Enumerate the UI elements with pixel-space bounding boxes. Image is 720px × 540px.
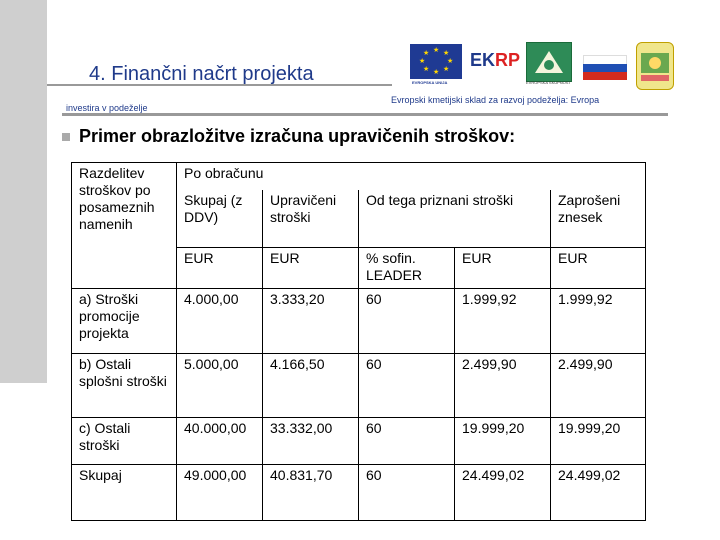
- col-header-eligible: Upravičeni stroški: [263, 190, 359, 248]
- row-label: a) Stroški promocije projekta: [72, 289, 177, 354]
- table-cell: 19.999,20: [551, 418, 646, 465]
- unit-cell: EUR: [177, 248, 263, 289]
- ekrp-logo: [470, 50, 520, 71]
- leader-logo-caption: EVROPSKA SKUPNOST: [526, 80, 571, 85]
- slovenia-flag-logo: [583, 55, 627, 79]
- table-cell: 24.499,02: [455, 465, 551, 521]
- group-header: Po obračunu: [177, 163, 646, 190]
- table-cell: 5.000,00: [177, 354, 263, 418]
- table-row: [72, 354, 646, 418]
- table-cell: 60: [359, 418, 455, 465]
- unit-cell: EUR: [263, 248, 359, 289]
- eu-logo-caption: EVROPSKA UNIJA: [412, 80, 448, 85]
- table-cell: 60: [359, 465, 455, 521]
- side-decoration-bar: [0, 0, 47, 383]
- table-cell: 1.999,92: [455, 289, 551, 354]
- table-row: [72, 418, 646, 465]
- col-header-distribution: Razdelitev stroškov po posameznih namenih: [72, 163, 177, 289]
- ekrp-logo-text-a: EK: [470, 50, 496, 70]
- row-label: c) Ostali stroški: [72, 418, 177, 465]
- header-rule: [62, 113, 668, 116]
- table-cell: 33.332,00: [263, 418, 359, 465]
- table-cell: 40.831,70: [263, 465, 359, 521]
- table-cell: 40.000,00: [177, 418, 263, 465]
- col-header-requested: Zaprošeni znesek: [551, 190, 646, 248]
- table-cell: 60: [359, 354, 455, 418]
- table-cell: 4.000,00: [177, 289, 263, 354]
- table-cell: 60: [359, 289, 455, 354]
- section-subtitle: Primer obrazložitve izračuna upravičenih stroškov:: [79, 126, 516, 146]
- las-badge-logo: [636, 42, 674, 90]
- fund-tagline: Evropski kmetijski sklad za razvoj podeželja: Evropa: [391, 95, 600, 105]
- unit-cell: % sofin. LEADER: [359, 248, 455, 289]
- table-cell: 2.499,90: [551, 354, 646, 418]
- table-cell: 4.166,50: [263, 354, 359, 418]
- row-label: b) Ostali splošni stroški: [72, 354, 177, 418]
- table-cell: 1.999,92: [551, 289, 646, 354]
- cost-table: [71, 162, 646, 521]
- table-cell: 2.499,90: [455, 354, 551, 418]
- fund-tagline-continuation: investira v podeželje: [66, 103, 148, 113]
- col-header-recognized: Od tega priznani stroški: [359, 190, 551, 248]
- table-row: [72, 289, 646, 354]
- leader-logo: [526, 42, 572, 82]
- eu-flag-logo: ★ ★ ★ ★ ★ ★ ★ ★: [410, 44, 462, 79]
- page-title: 4. Finančni načrt projekta: [89, 63, 314, 85]
- table-cell: 19.999,20: [455, 418, 551, 465]
- ekrp-logo-text-b: RP: [495, 50, 521, 70]
- table-cell: 49.000,00: [177, 465, 263, 521]
- unit-cell: EUR: [455, 248, 551, 289]
- unit-cell: EUR: [551, 248, 646, 289]
- table-cell: 24.499,02: [551, 465, 646, 521]
- col-header-total: Skupaj (z DDV): [177, 190, 263, 248]
- row-label: Skupaj: [72, 465, 177, 521]
- table-cell: 3.333,20: [263, 289, 359, 354]
- table-row-total: [72, 465, 646, 521]
- subtitle-bullet: [62, 133, 70, 141]
